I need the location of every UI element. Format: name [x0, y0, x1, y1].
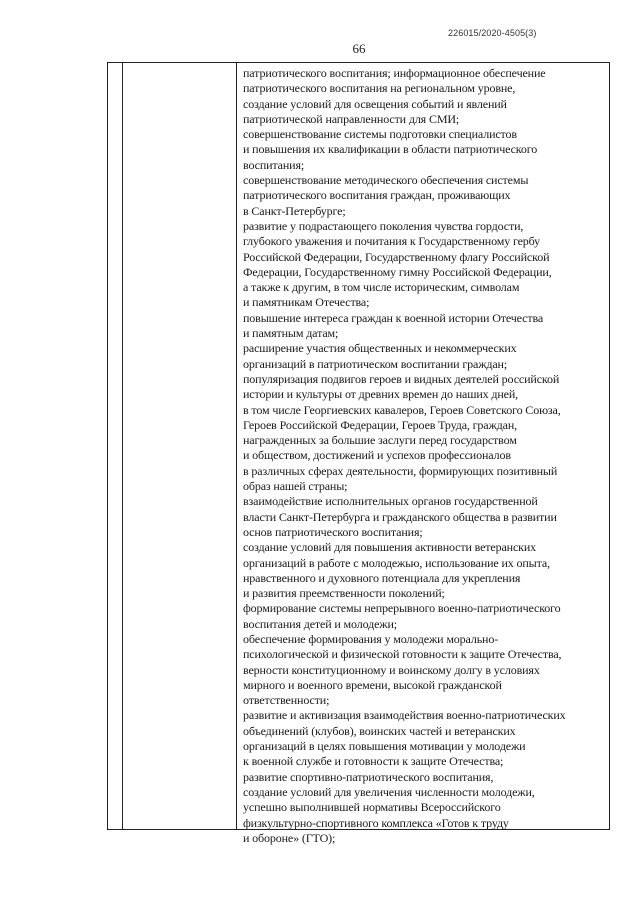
text-line: патриотической направленности для СМИ; [243, 111, 460, 126]
text-line: расширение участия общественных и некоммерческих [243, 341, 517, 356]
text-line: воспитания детей и молодежи; [243, 616, 397, 631]
text-line: и обороне» (ГТО); [243, 830, 336, 845]
text-line: организаций в патриотическом воспитании граждан; [243, 356, 508, 371]
column-divider-1 [122, 63, 123, 829]
text-line: обеспечение формирования у молодежи морально- [243, 631, 499, 646]
text-line: Федерации, Государственному гимну Российской Федерации, [243, 264, 552, 279]
text-line: и повышения их квалификации в области патриотического [243, 142, 538, 157]
text-line: основ патриотического воспитания; [243, 524, 423, 539]
text-line: ответственности; [243, 693, 330, 708]
text-line: мирного и военного времени, высокой гражданской [243, 677, 502, 692]
text-line: и памятникам Отечества; [243, 295, 370, 310]
document-id: 226015/2020-4505(3) [448, 28, 537, 38]
text-line: развитие у подрастающего поколения чувства гордости, [243, 218, 524, 233]
text-line: нравственного и духовного потенциала для укрепления [243, 570, 521, 585]
text-line: и обществом, достижений и успехов профессионалов [243, 448, 511, 463]
text-line: в различных сферах деятельности, формирующих позитивный [243, 463, 558, 478]
text-line: формирование системы непрерывного военно-патриотического [243, 601, 561, 616]
text-line: популяризация подвигов героев и видных деятелей российской [243, 371, 560, 386]
text-line: патриотического воспитания; информационное обеспечение [243, 66, 546, 80]
text-line: организаций в целях повышения мотивации у молодежи [243, 739, 526, 754]
text-line: Героев Российской Федерации, Героев Труда, граждан, [243, 417, 518, 432]
text-line: образ нашей страны; [243, 479, 348, 494]
text-line: патриотического воспитания на региональном уровне, [243, 81, 516, 96]
text-line: совершенствование системы подготовки специалистов [243, 127, 517, 142]
text-line: успешно выполнившей нормативы Всероссийского [243, 800, 501, 815]
text-line: взаимодействие исполнительных органов государственной [243, 494, 538, 509]
text-line: развитие спортивно-патриотического воспитания, [243, 769, 494, 784]
text-line: в Санкт-Петербурге; [243, 203, 346, 218]
text-line: истории и культуры от древних времен до наших дней, [243, 387, 518, 402]
text-line: объединений (клубов), воинских частей и ветеранских [243, 723, 516, 738]
text-line: развитие и активизация взаимодействия военно-патриотических [243, 708, 566, 723]
text-line: верности конституционному и воинскому долгу в условиях [243, 662, 540, 677]
text-line: награжденных за большие заслуги перед государством [243, 433, 517, 448]
text-line: создание условий для увеличения численности молодежи, [243, 784, 535, 799]
text-line: и памятным датам; [243, 326, 339, 341]
text-line: патриотического воспитания граждан, проживающих [243, 188, 511, 203]
content-table [107, 62, 610, 845]
page-number: 66 [352, 41, 366, 56]
text-line: власти Санкт-Петербурга и гражданского общества в развитии [243, 509, 557, 524]
description-cell [243, 66, 609, 846]
text-line: создание условий для освещения событий и явлений [243, 96, 507, 111]
text-line: повышение интереса граждан к военной истории Отечества [243, 310, 544, 325]
text-line: совершенствование методического обеспечения системы [243, 173, 529, 188]
text-line: Российской Федерации, Государственному флагу Российской [243, 249, 550, 264]
text-line: воспитания; [243, 157, 305, 172]
text-line: физкультурно-спортивного комплекса «Готов к труду [243, 815, 509, 830]
text-line: психологической и физической готовности к защите Отечества, [243, 647, 562, 662]
text-line: к военной службе и готовности к защите Отечества; [243, 754, 504, 769]
text-line: организаций в работе с молодежью, использование их опыта, [243, 555, 550, 570]
text-line: создание условий для повышения активности ветеранских [243, 540, 537, 555]
text-line: и развития преемственности поколений; [243, 586, 445, 601]
text-line: в том числе Георгиевских кавалеров, Героев Советского Союза, [243, 402, 561, 417]
column-divider-2 [236, 63, 237, 829]
text-line: глубокого уважения и почитания к Государственному гербу [243, 234, 541, 249]
text-line: а также к другим, в том числе историческим, символам [243, 280, 520, 295]
